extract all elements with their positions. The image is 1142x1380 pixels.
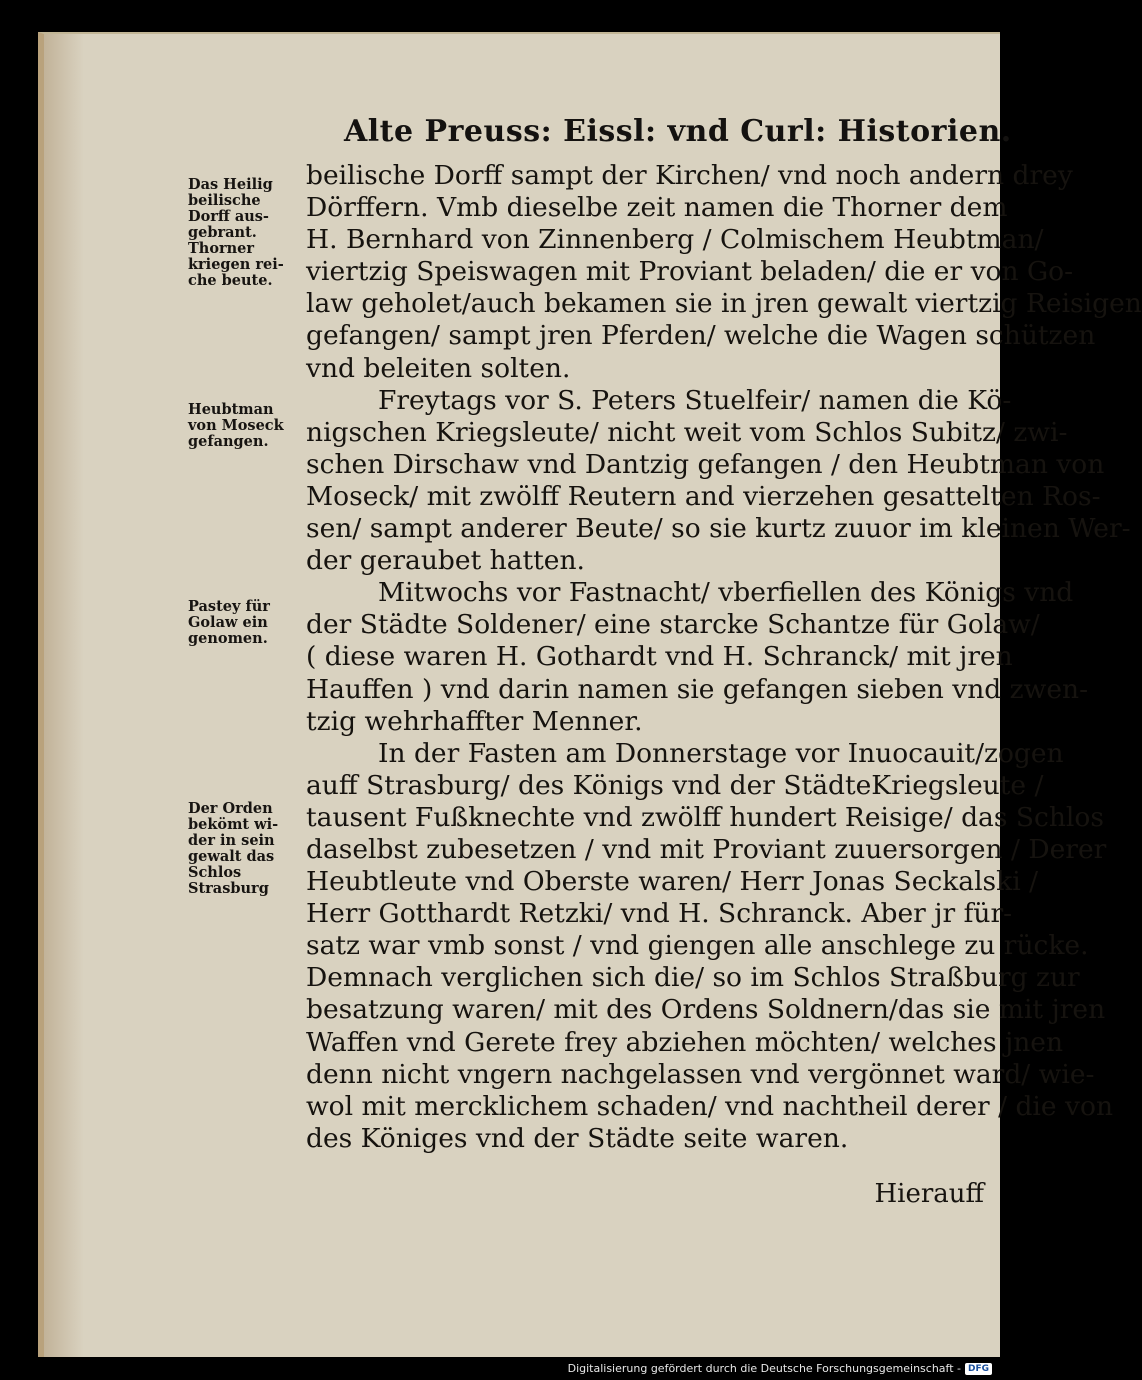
marginal-note-line: Das Heilig <box>188 176 273 193</box>
marginal-note-line: gewalt das <box>188 848 275 865</box>
marginal-note-line: Der Orden <box>188 800 273 817</box>
marginal-note-line: Heubtman <box>188 401 274 418</box>
text-line: Herr Gotthardt Retzki/ vnd H. Schranck. Aber jr für- <box>306 898 1013 930</box>
running-header: Alte Preuss: Eissl: vnd Curl: Historien. <box>344 114 1012 149</box>
scanned-page <box>38 32 1142 1357</box>
text-line: law geholet/auch bekamen sie in jren gewalt viertzig Reisigen <box>306 288 1142 320</box>
text-line: denn nicht vngern nachgelassen vnd vergönnet ward/ wie- <box>306 1058 1095 1090</box>
marginal-note <box>188 801 300 897</box>
marginal-note <box>188 599 300 647</box>
text-line: tausent Fußknechte vnd zwölff hundert Reisige/ das Schlos <box>306 801 1104 833</box>
marginal-note-line: Schlos <box>188 864 242 881</box>
marginal-note-line: che beute. <box>188 272 273 289</box>
text-line: vnd beleiten solten. <box>306 352 571 384</box>
footer <box>568 1362 992 1375</box>
text-line: des Königes vnd der Städte seite waren. <box>306 1122 849 1154</box>
marginal-note-line: gefangen. <box>188 433 269 450</box>
marginal-note-line: Pastey für <box>188 598 270 615</box>
text-line: Heubtleute vnd Oberste waren/ Herr Jonas Seckalski / <box>306 866 1039 898</box>
marginal-note-line: beilische <box>188 192 261 209</box>
text-line: Moseck/ mit zwölff Reutern and vierzehen gesattelten Ros- <box>306 480 1101 512</box>
text-line: Dörffern. Vmb dieselbe zeit namen die Thorner dem <box>306 192 1008 224</box>
text-line: auff Strasburg/ des Königs vnd der StädteKriegsleute / <box>306 769 1044 801</box>
text-line: Waffen vnd Gerete frey abziehen möchten/ welches jnen <box>306 1026 1064 1058</box>
marginal-note <box>188 177 300 289</box>
marginal-note-line: Golaw ein <box>188 614 268 631</box>
marginal-note-line: bekömt wi- <box>188 816 279 833</box>
text-line: viertzig Speiswagen mit Proviant beladen/ die er von Go- <box>306 256 1074 288</box>
text-line: daselbst zubesetzen / vnd mit Proviant zuuersorgen / Derer <box>306 833 1107 865</box>
text-line: H. Bernhard von Zinnenberg / Colmischem Heubtman/ <box>306 224 1044 256</box>
text-line: schen Dirschaw vnd Dantzig gefangen / den Heubtman von <box>306 448 1105 480</box>
marginal-note-line: Dorff aus- <box>188 208 269 225</box>
marginal-note-line: gebrant. <box>188 224 257 241</box>
text-line: Freytags vor S. Peters Stuelfeir/ namen die Kö- <box>378 384 1012 416</box>
text-line: tzig wehrhaffter Menner. <box>306 705 643 737</box>
marginal-note-line: kriegen rei- <box>188 256 284 273</box>
catchword: Hierauff <box>874 1179 984 1209</box>
text-line: Mitwochs vor Fastnacht/ vberfiellen des Königs vnd <box>378 577 1074 609</box>
text-line: ( diese waren H. Gothardt vnd H. Schranck/ mit jren <box>306 641 1013 673</box>
body-text <box>306 160 1142 1155</box>
text-line: Demnach verglichen sich die/ so im Schlos Straßburg zur <box>306 962 1080 994</box>
text-line: wol mit mercklichem schaden/ vnd nachtheil derer / die von <box>306 1090 1114 1122</box>
dfg-logo: DFG <box>965 1363 992 1375</box>
text-line: der Städte Soldener/ eine starcke Schantze für Golaw/ <box>306 609 1040 641</box>
text-line: besatzung waren/ mit des Ordens Soldnern/das sie mit jren <box>306 994 1106 1026</box>
footer-text: Digitalisierung gefördert durch die Deutsche Forschungsgemeinschaft - <box>567 1362 961 1375</box>
text-line: der geraubet hatten. <box>306 545 585 577</box>
marginal-note <box>188 402 300 450</box>
marginal-note-line: von Moseck <box>188 417 284 434</box>
marginal-note-line: genomen. <box>188 630 268 647</box>
text-line: satz war vmb sonst / vnd giengen alle anschlege zu rücke. <box>306 930 1089 962</box>
text-line: gefangen/ sampt jren Pferden/ welche die Wagen schützen <box>306 320 1096 352</box>
text-line: In der Fasten am Donnerstage vor Inuocauit/zogen <box>378 737 1064 769</box>
text-line: sen/ sampt anderer Beute/ so sie kurtz zuuor im kleinen Wer- <box>306 513 1131 545</box>
marginal-note-line: Strasburg <box>188 880 269 897</box>
marginal-note-line: Thorner <box>188 240 255 257</box>
text-line: nigschen Kriegsleute/ nicht weit vom Schlos Subitz/ zwi- <box>306 416 1068 448</box>
text-line: Hauffen ) vnd darin namen sie gefangen sieben vnd zwen- <box>306 673 1089 705</box>
marginal-note-line: der in sein <box>188 832 275 849</box>
text-line: beilische Dorff sampt der Kirchen/ vnd noch andern drey <box>306 160 1073 191</box>
